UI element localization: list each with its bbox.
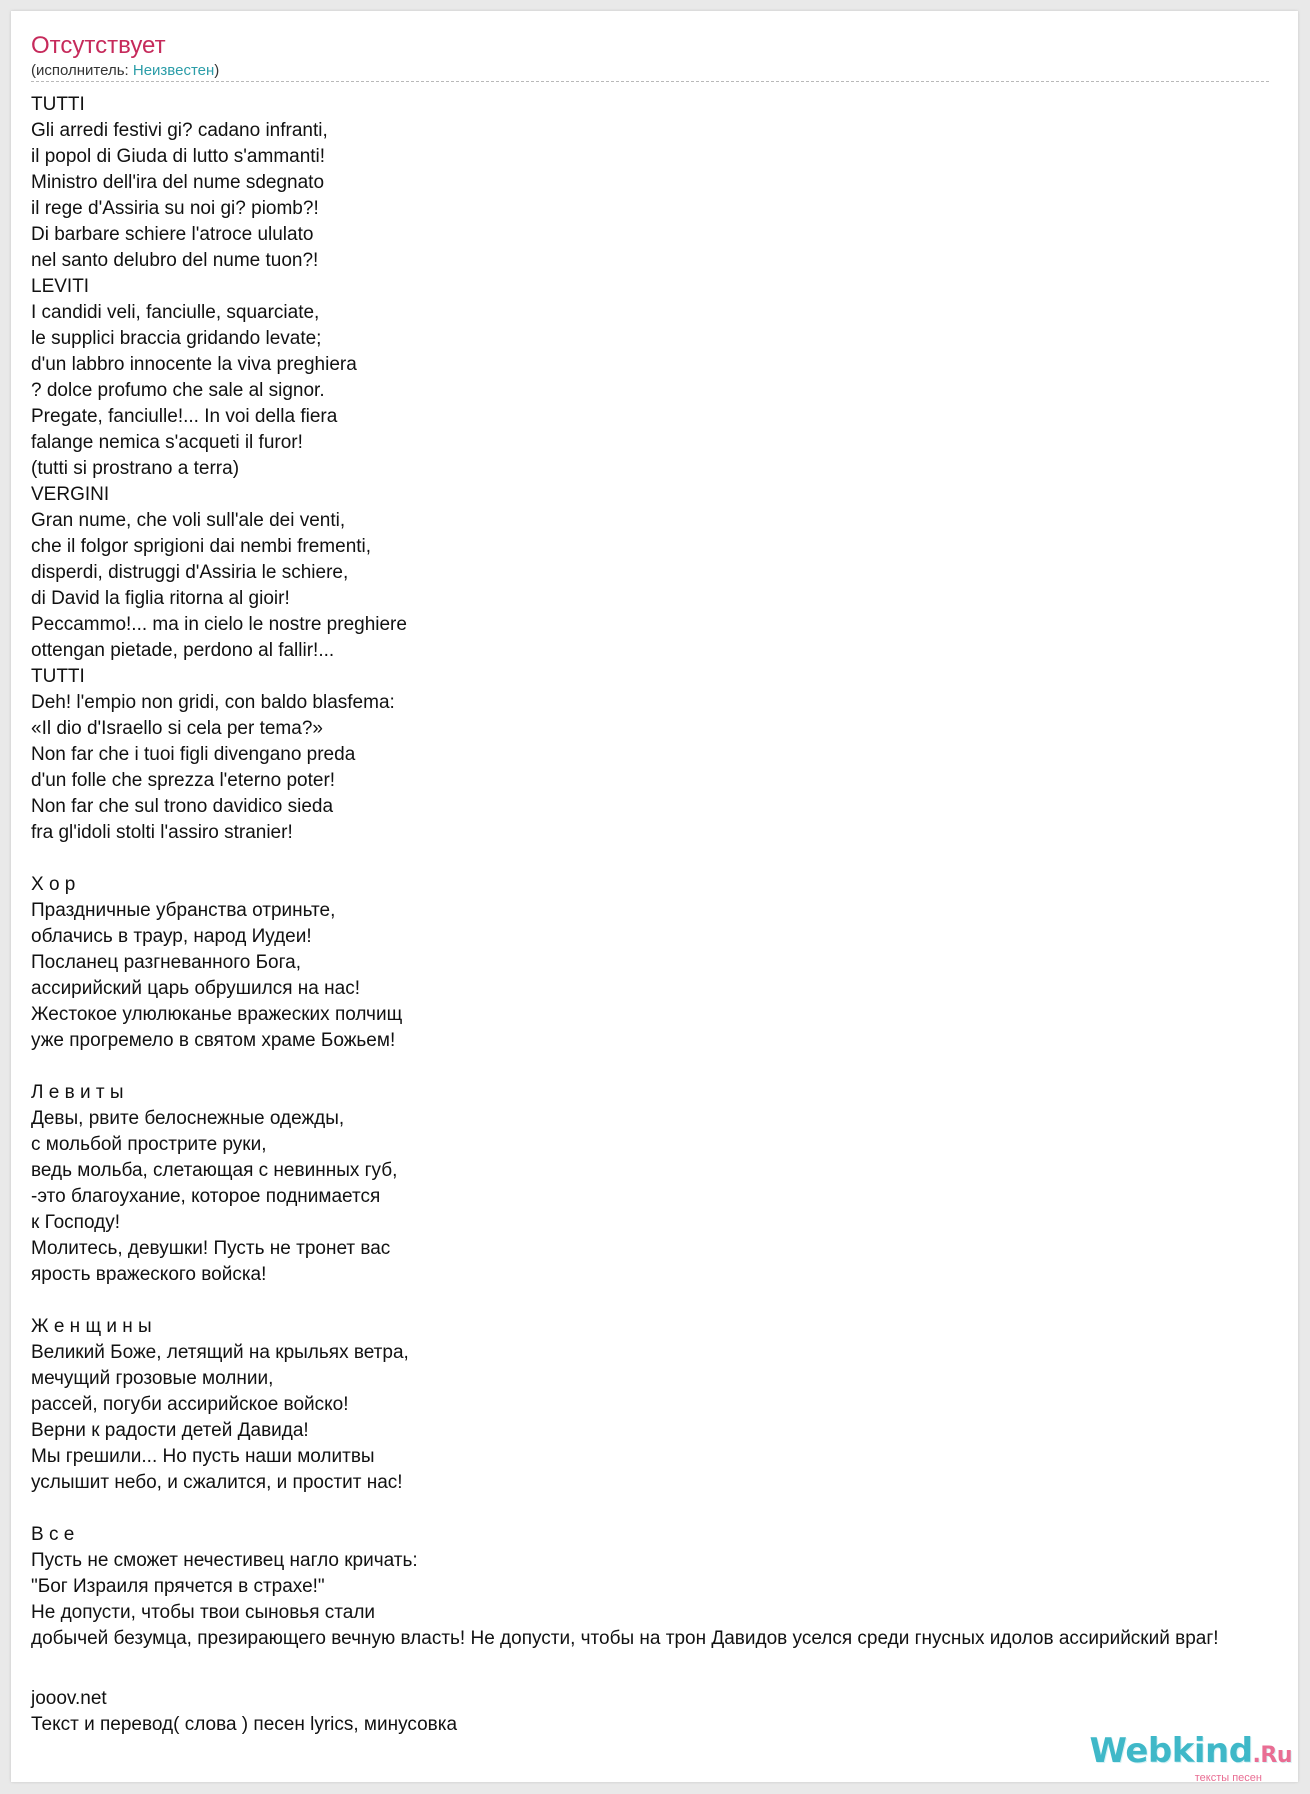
lyric-line: Великий Боже, летящий на крыльях ветра, bbox=[31, 1342, 409, 1363]
lyric-line: ведь мольба, слетающая с невинных губ, bbox=[31, 1160, 398, 1181]
footer bbox=[31, 1686, 457, 1738]
lyric-line: Верни к радости детей Давида! bbox=[31, 1420, 309, 1441]
lyric-line: Non far che i tuoi figli divengano preda bbox=[31, 744, 356, 765]
lyric-line bbox=[31, 1288, 1310, 1314]
lyric-line: Девы, рвите белоснежные одежды, bbox=[31, 1108, 345, 1129]
lyric-line: Non far che sul trono davidico sieda bbox=[31, 796, 334, 817]
header-divider bbox=[31, 81, 1269, 82]
lyric-line: Pregate, fanciulle!... In voi della fiera bbox=[31, 406, 338, 427]
lyric-line: Ж е н щ и н ы bbox=[31, 1316, 152, 1337]
lyric-line: falange nemica s'acqueti il furor! bbox=[31, 432, 303, 453]
lyric-line: fra gl'idoli stolti l'assiro stranier! bbox=[31, 822, 293, 843]
lyric-line: Ministro dell'ira del nume sdegnato bbox=[31, 172, 325, 193]
lyric-line bbox=[31, 1496, 1310, 1522]
lyric-line: (tutti si prostrano a terra) bbox=[31, 458, 240, 479]
lyric-line: услышит небо, и сжалится, и простит нас! bbox=[31, 1472, 403, 1493]
lyric-line: «Il dio d'Israello si cela per tema?» bbox=[31, 718, 323, 739]
lyric-line: Не допусти, чтобы твои сыновья стали bbox=[31, 1602, 376, 1623]
logo-wordmark bbox=[1090, 1733, 1292, 1774]
lyric-line: Di barbare schiere l'atroce ululato bbox=[31, 224, 314, 245]
lyrics-text bbox=[31, 92, 1310, 1652]
lyric-line: disperdi, distruggi d'Assiria le schiere, bbox=[31, 562, 349, 583]
lyric-line: Посланец разгневанного Бога, bbox=[31, 952, 301, 973]
lyric-line: I candidi veli, fanciulle, squarciate, bbox=[31, 302, 320, 323]
lyric-line: il popol di Giuda di lutto s'ammanti! bbox=[31, 146, 326, 167]
lyric-line: ассирийский царь обрушился на нас! bbox=[31, 978, 360, 999]
lyric-line: di David la figlia ritorna al gioir! bbox=[31, 588, 290, 609]
webkind-logo[interactable] bbox=[1090, 1733, 1292, 1784]
performer-line bbox=[31, 62, 1271, 80]
lyric-line: nel santo delubro del nume tuon?! bbox=[31, 250, 319, 271]
lyric-line: Deh! l'empio non gridi, con baldo blasfema: bbox=[31, 692, 395, 713]
lyric-line: il rege d'Assiria su noi gi? piomb?! bbox=[31, 198, 319, 219]
lyric-line: мечущий грозовые молнии, bbox=[31, 1368, 274, 1389]
lyric-line bbox=[31, 846, 1310, 872]
logo-tld: .Ru bbox=[1252, 1743, 1292, 1768]
lyric-line: В с е bbox=[31, 1524, 75, 1545]
song-header bbox=[31, 32, 1271, 80]
lyric-line: ottengan pietade, perdono al fallir!... bbox=[31, 640, 335, 661]
lyric-line: le supplici braccia gridando levate; bbox=[31, 328, 322, 349]
lyric-line: TUTTI bbox=[31, 666, 85, 687]
lyric-line: Мы грешили... Но пусть наши молитвы bbox=[31, 1446, 375, 1467]
lyric-line: Peccammo!... ma in cielo le nostre preghiere bbox=[31, 614, 407, 635]
lyric-line: che il folgor sprigioni dai nembi frementi, bbox=[31, 536, 372, 557]
performer-prefix: (исполнитель: bbox=[31, 62, 133, 79]
lyric-line: ? dolce profumo che sale al signor. bbox=[31, 380, 325, 401]
lyric-line: VERGINI bbox=[31, 484, 110, 505]
lyric-line: уже прогремело в святом храме Божьем! bbox=[31, 1030, 396, 1051]
lyric-line: d'un folle che sprezza l'eterno poter! bbox=[31, 770, 336, 791]
lyric-line: "Бог Израиля прячется в страхе!" bbox=[31, 1576, 325, 1597]
lyric-line: ярость вражеского войска! bbox=[31, 1264, 267, 1285]
lyric-line bbox=[31, 1054, 1310, 1080]
logo-name: Webkind bbox=[1089, 1731, 1253, 1771]
lyric-line: с мольбой прострите руки, bbox=[31, 1134, 267, 1155]
performer-link[interactable]: Неизвестен bbox=[132, 62, 215, 79]
lyric-line: TUTTI bbox=[31, 94, 85, 115]
lyric-line: Gli arredi festivi gi? cadano infranti, bbox=[31, 120, 328, 141]
lyric-line: LEVITI bbox=[31, 276, 90, 297]
lyric-line: Gran nume, che voli sull'ale dei venti, bbox=[31, 510, 346, 531]
lyric-line: облачись в траур, народ Иудеи! bbox=[31, 926, 312, 947]
footer-site: jooov.net bbox=[31, 1688, 107, 1709]
lyric-line: -это благоухание, которое поднимается bbox=[31, 1186, 381, 1207]
lyric-line: рассей, погуби ассирийское войско! bbox=[31, 1394, 349, 1415]
lyric-line: добычей безумца, презирающего вечную власть! Не допусти, чтобы на трон Давидов уселся среди гнусных идолов ассирийский враг! bbox=[31, 1628, 1219, 1649]
lyric-line: Л е в и т ы bbox=[31, 1082, 124, 1103]
song-title: Отсутствует bbox=[31, 32, 166, 59]
lyric-line: Молитесь, девушки! Пусть не тронет вас bbox=[31, 1238, 391, 1259]
lyric-line: d'un labbro innocente la viva preghiera bbox=[31, 354, 357, 375]
logo-subtitle: тексты песен bbox=[1194, 1772, 1262, 1784]
lyric-line: Х о р bbox=[31, 874, 76, 895]
lyric-line: Праздничные убранства отриньте, bbox=[31, 900, 336, 921]
lyric-line: к Господу! bbox=[31, 1212, 120, 1233]
performer-suffix: ) bbox=[214, 62, 220, 79]
lyric-line: Жестокое улюлюканье вражеских полчищ bbox=[31, 1004, 403, 1025]
lyric-line: Пусть не сможет нечестивец нагло кричать: bbox=[31, 1550, 418, 1571]
footer-tagline: Текст и перевод( слова ) песен lyrics, минусовка bbox=[31, 1714, 458, 1735]
